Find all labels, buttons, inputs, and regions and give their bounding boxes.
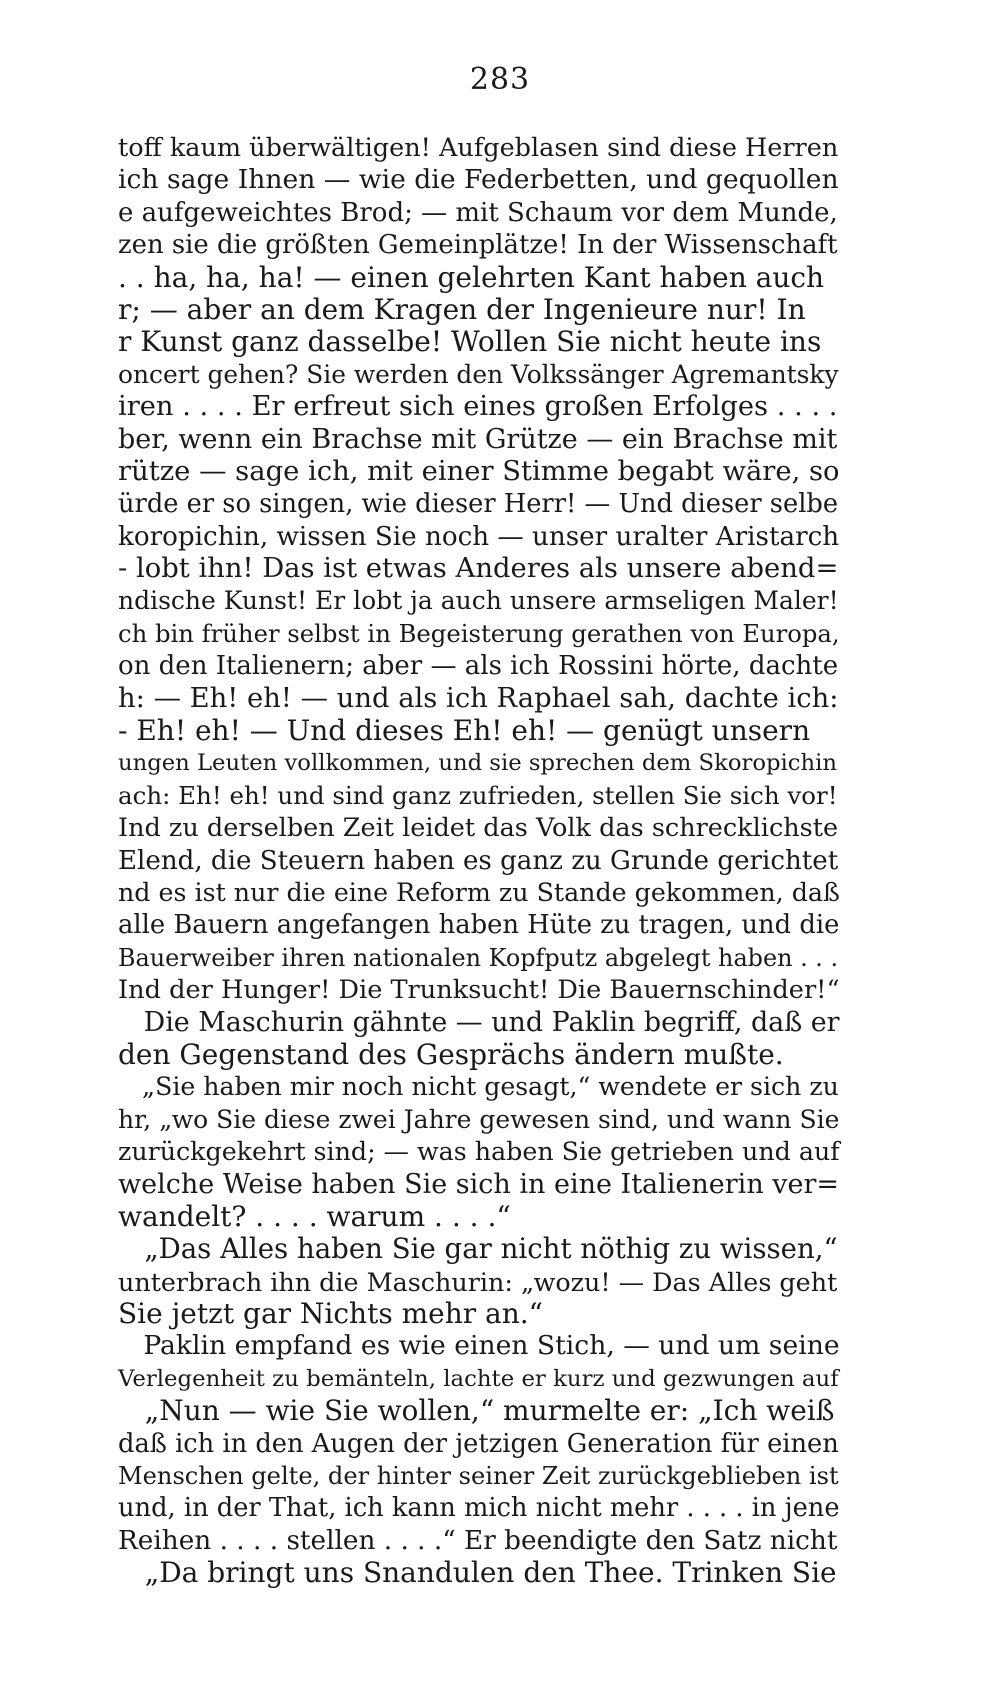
text-line: r Kunst ganz dasselbe! Wollen Sie nicht heute ins <box>118 325 822 359</box>
text-line: Elend, die Steuern haben es ganz zu Grunde gerichtet <box>118 845 839 876</box>
page-number: 283 <box>469 62 531 97</box>
text-line: ich sage Ihnen — wie die Federbetten, und gequollen <box>118 164 839 196</box>
text-line: Reihen . . . . stellen . . . .“ Er beendigte den Satz nicht <box>118 1525 838 1556</box>
text-line: Ind zu derselben Zeit leidet das Volk das schrecklichste <box>118 813 839 844</box>
text-line: Die Maschurin gähnte — und Paklin begriff, daß er <box>118 1006 840 1038</box>
text-line: Menschen gelte, der hinter seiner Zeit zurückgeblieben ist <box>118 1462 839 1491</box>
text-line: - lobt ihn! Das ist etwas Anderes als unsere abend= <box>118 553 839 585</box>
text-line: daß ich in den Augen der jetzigen Generation für einen <box>118 1428 839 1459</box>
body-text <box>0 132 1000 1590</box>
text-line: ber, wenn ein Brachse mit Grütze — ein Brachse mit <box>118 423 838 455</box>
text-line: iren . . . . Er erfreut sich eines großen Erfolges . . . . <box>118 391 838 423</box>
text-line: ungen Leuten vollkommen, und sie sprechen dem Skoropichin <box>118 750 837 777</box>
text-line: nd es ist nur die eine Reform zu Stande gekommen, daß <box>118 877 840 907</box>
text-line: Paklin empfand es wie einen Stich, — und um seine <box>118 1330 840 1362</box>
text-line: ürde er so singen, wie dieser Herr! — Und dieser selbe <box>118 489 839 520</box>
text-line: und, in der That, ich kann mich nicht mehr . . . . in jene <box>118 1493 840 1524</box>
text-line: „Da bringt uns Snandulen den Thee. Trinken Sie <box>118 1556 837 1590</box>
text-line: hr, „wo Sie diese zwei Jahre gewesen sind, und wann Sie <box>118 1104 840 1134</box>
text-line: „Nun — wie Sie wollen,“ murmelte er: „Ich weiß <box>118 1394 835 1428</box>
text-line: h: — Eh! eh! — und als ich Raphael sah, dachte ich: <box>118 682 839 714</box>
text-line: „Das Alles haben Sie gar nicht nöthig zu wissen,“ <box>118 1232 838 1266</box>
text-line: wandelt? . . . . warum . . . .“ <box>118 1199 511 1233</box>
text-line: zurückgekehrt sind; — was haben Sie getrieben und auf <box>118 1137 840 1167</box>
text-line: rütze — sage ich, mit einer Stimme begabt wäre, so <box>118 455 840 487</box>
text-line: oncert gehen? Sie werden den Volkssänger Agremantsky <box>118 359 839 389</box>
text-line: ndische Kunst! Er lobt ja auch unsere armseligen Maler! <box>118 586 839 616</box>
text-line: Ind der Hunger! Die Trunksucht! Die Bauernschinder!“ <box>118 975 840 1006</box>
text-line: Bauerweiber ihren nationalen Kopfputz abgelegt haben . . . <box>118 943 839 972</box>
text-line: ach: Eh! eh! und sind ganz zufrieden, stellen Sie sich vor! <box>118 780 838 810</box>
text-line: koropichin, wissen Sie noch — unser uralter Aristarch <box>118 521 840 552</box>
text-line: welche Weise haben Sie sich in eine Italienerin ver= <box>118 1168 840 1200</box>
text-line: ch bin früher selbst in Begeisterung gerathen von Europa, <box>118 618 840 648</box>
text-line: Verlegenheit zu bemänteln, lachte er kurz und gezwungen auf <box>118 1365 839 1392</box>
text-line: r; — aber an dem Kragen der Ingenieure nur! In <box>118 292 806 326</box>
text-line: toff kaum überwältigen! Aufgeblasen sind diese Herren <box>118 133 839 163</box>
text-line: e aufgeweichtes Brod; — mit Schaum vor dem Munde, <box>118 197 838 228</box>
text-line: Sie jetzt gar Nichts mehr an.“ <box>118 1297 543 1331</box>
text-line: „Sie haben mir noch nicht gesagt,“ wendete er sich zu <box>118 1072 839 1102</box>
text-line: - Eh! eh! — Und dieses Eh! eh! — genügt unsern <box>118 714 811 748</box>
text-line: on den Italienern; aber — als ich Rossini hörte, dachte <box>118 651 839 682</box>
text-line: alle Bauern angefangen haben Hüte zu tragen, und die <box>118 910 840 941</box>
text-line: zen sie die größten Gemeinplätze! In der Wissenschaft <box>118 230 838 261</box>
text-line: . . ha, ha, ha! — einen gelehrten Kant haben auch <box>118 260 825 294</box>
text-line: unterbrach ihn die Maschurin: „wozu! — Das Alles geht <box>118 1266 838 1297</box>
text-line: den Gegenstand des Gesprächs ändern mußte. <box>118 1037 784 1071</box>
